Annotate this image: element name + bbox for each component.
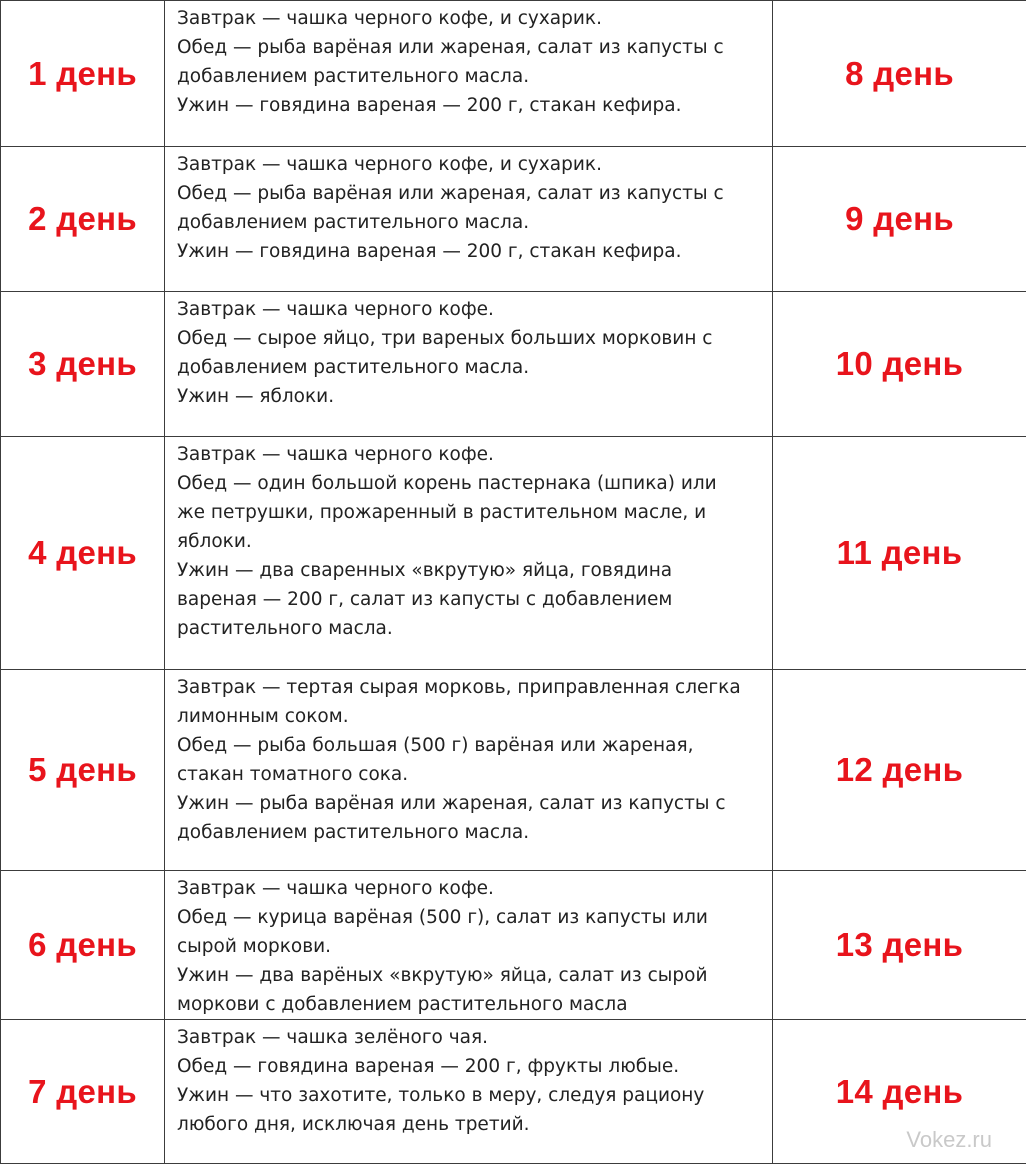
table-row [1, 871, 1026, 1020]
menu-line: Обед — рыба большая (500 г) варёная или жареная, [177, 731, 764, 760]
menu-line: Ужин — яблоки. [177, 382, 764, 411]
day-label-right: 9 день [773, 147, 1026, 292]
day-label-right: 14 день [773, 1020, 1026, 1164]
table-row [1, 1020, 1026, 1164]
day-label-right: 11 день [773, 437, 1026, 670]
menu-line: лимонным соком. [177, 702, 764, 731]
table-row [1, 292, 1026, 437]
menu-line: Завтрак — чашка черного кофе. [177, 295, 764, 324]
menu-line: моркови с добавлением растительного масла [177, 990, 764, 1019]
day-label-left: 7 день [1, 1020, 165, 1164]
table-row [1, 670, 1026, 871]
menu-line: добавлением растительного масла. [177, 818, 764, 847]
menu-line: Ужин — два варёных «вкрутую» яйца, салат из сырой [177, 961, 764, 990]
menu-cell [165, 437, 773, 670]
day-label-left: 3 день [1, 292, 165, 437]
day-label-right: 10 день [773, 292, 1026, 437]
menu-line: Ужин — рыба варёная или жареная, салат из капусты с [177, 789, 764, 818]
menu-cell [165, 670, 773, 871]
day-label-left: 2 день [1, 147, 165, 292]
menu-line: Ужин — что захотите, только в меру, следуя рациону [177, 1081, 764, 1110]
menu-line: вареная — 200 г, салат из капусты с добавлением [177, 585, 764, 614]
day-label-left: 5 день [1, 670, 165, 871]
day-label-right: 13 день [773, 871, 1026, 1020]
menu-line: стакан томатного сока. [177, 760, 764, 789]
menu-line: Обед — рыба варёная или жареная, салат из капусты с [177, 33, 764, 62]
menu-line: Завтрак — тертая сырая морковь, приправленная слегка [177, 673, 764, 702]
menu-line: Ужин — два сваренных «вкрутую» яйца, говядина [177, 556, 764, 585]
menu-line: Завтрак — чашка черного кофе. [177, 440, 764, 469]
menu-line: Ужин — говядина вареная — 200 г, стакан кефира. [177, 91, 764, 120]
menu-cell [165, 292, 773, 437]
menu-line: добавлением растительного масла. [177, 208, 764, 237]
menu-line: растительного масла. [177, 614, 764, 643]
menu-cell [165, 871, 773, 1020]
table-row [1, 147, 1026, 292]
menu-line: Завтрак — чашка черного кофе, и сухарик. [177, 4, 764, 33]
menu-line: же петрушки, прожаренный в растительном масле, и [177, 498, 764, 527]
day-label-left: 1 день [1, 1, 165, 147]
day-label-left: 6 день [1, 871, 165, 1020]
menu-line: Завтрак — чашка черного кофе. [177, 874, 764, 903]
day-label-right: 12 день [773, 670, 1026, 871]
day-label-left: 4 день [1, 437, 165, 670]
menu-cell [165, 147, 773, 292]
table-row [1, 1, 1026, 147]
menu-line: яблоки. [177, 527, 764, 556]
menu-cell [165, 1, 773, 147]
site-watermark: Vokez.ru [906, 1127, 992, 1153]
menu-line: Обед — сырое яйцо, три вареных больших морковин с [177, 324, 764, 353]
menu-line: Обед — говядина вареная — 200 г, фрукты любые. [177, 1052, 764, 1081]
menu-line: Обед — рыба варёная или жареная, салат из капусты с [177, 179, 764, 208]
menu-line: Завтрак — чашка зелёного чая. [177, 1023, 764, 1052]
menu-line: любого дня, исключая день третий. [177, 1110, 764, 1139]
menu-cell [165, 1020, 773, 1164]
menu-line: сырой моркови. [177, 932, 764, 961]
day-label-right: 8 день [773, 1, 1026, 147]
menu-line: добавлением растительного масла. [177, 353, 764, 382]
menu-line: Обед — курица варёная (500 г), салат из капусты или [177, 903, 764, 932]
table-row [1, 437, 1026, 670]
menu-line: Ужин — говядина вареная — 200 г, стакан кефира. [177, 237, 764, 266]
menu-line: добавлением растительного масла. [177, 62, 764, 91]
menu-line: Завтрак — чашка черного кофе, и сухарик. [177, 150, 764, 179]
menu-line: Обед — один большой корень пастернака (шпика) или [177, 469, 764, 498]
